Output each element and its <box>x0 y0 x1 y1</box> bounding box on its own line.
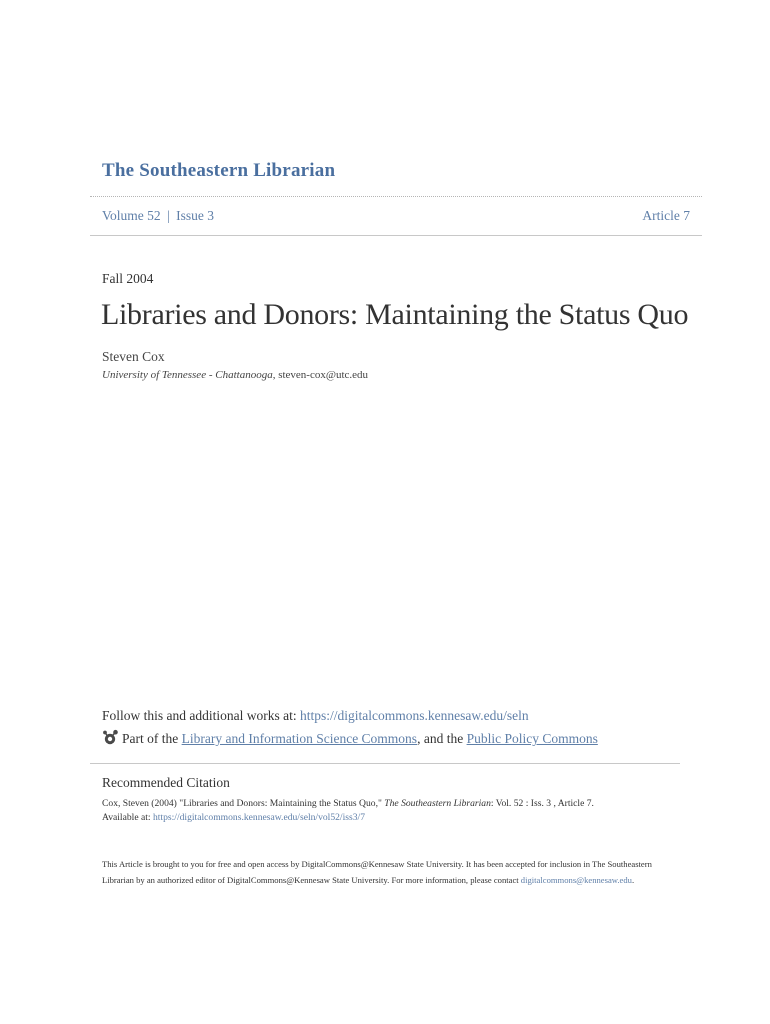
open-access-note <box>102 857 662 888</box>
volume-issue-separator: | <box>167 208 170 223</box>
citation-journal: The Southeastern Librarian <box>384 798 491 809</box>
citation-text <box>102 797 702 825</box>
author-affiliation <box>102 369 368 381</box>
recommended-citation-heading: Recommended Citation <box>102 775 230 790</box>
article-number: Article 7 <box>642 208 690 223</box>
access-note-text: This Article is brought to you for free and open access by DigitalCommons@Kennesaw State University. It has been accepted for inclusion in The Southeastern Librarian by an authorized editor of DigitalCommons@Kennesaw State University. For more information, please contact <box>102 859 652 885</box>
citation-main: Cox, Steven (2004) "Libraries and Donors: Maintaining the Status Quo," <box>102 798 385 809</box>
part-of-line <box>102 731 598 747</box>
volume-issue-line <box>102 208 214 224</box>
affiliation-separator: , <box>272 369 279 381</box>
available-at-label: Available at: <box>102 812 153 823</box>
citation-divider <box>90 763 680 764</box>
affiliation-name: University of Tennessee - Chattanooga <box>102 369 273 381</box>
issue-date: Fall 2004 <box>102 271 154 286</box>
journal-title: The Southeastern Librarian <box>102 160 336 181</box>
article-title: Libraries and Donors: Maintaining the Status Quo <box>101 298 689 331</box>
part-of-middle: , and the <box>417 731 464 746</box>
author-name: Steven Cox <box>102 349 165 364</box>
follow-url-link[interactable]: https://digitalcommons.kennesaw.edu/seln <box>300 708 529 723</box>
access-note-end: . <box>631 874 635 885</box>
network-icon <box>102 729 119 746</box>
citation-volume-info: : Vol. 52 : Iss. 3 , Article 7. <box>490 798 594 809</box>
issue-link[interactable]: Issue 3 <box>176 208 214 223</box>
citation-url-link[interactable]: https://digitalcommons.kennesaw.edu/seln/vol52/iss3/7 <box>152 812 365 823</box>
header-divider <box>90 235 702 236</box>
part-of-prefix: Part of the <box>122 731 179 746</box>
follow-prefix: Follow this and additional works at: <box>102 708 300 723</box>
contact-email-link[interactable]: digitalcommons@kennesaw.edu <box>520 874 632 885</box>
volume-link[interactable]: Volume 52 <box>102 208 161 223</box>
dotted-divider <box>90 196 702 197</box>
library-science-commons-link[interactable]: Library and Information Science Commons <box>181 731 418 746</box>
follow-line <box>102 708 529 724</box>
public-policy-commons-link[interactable]: Public Policy Commons <box>466 731 598 746</box>
author-email: steven-cox@utc.edu <box>278 369 369 381</box>
